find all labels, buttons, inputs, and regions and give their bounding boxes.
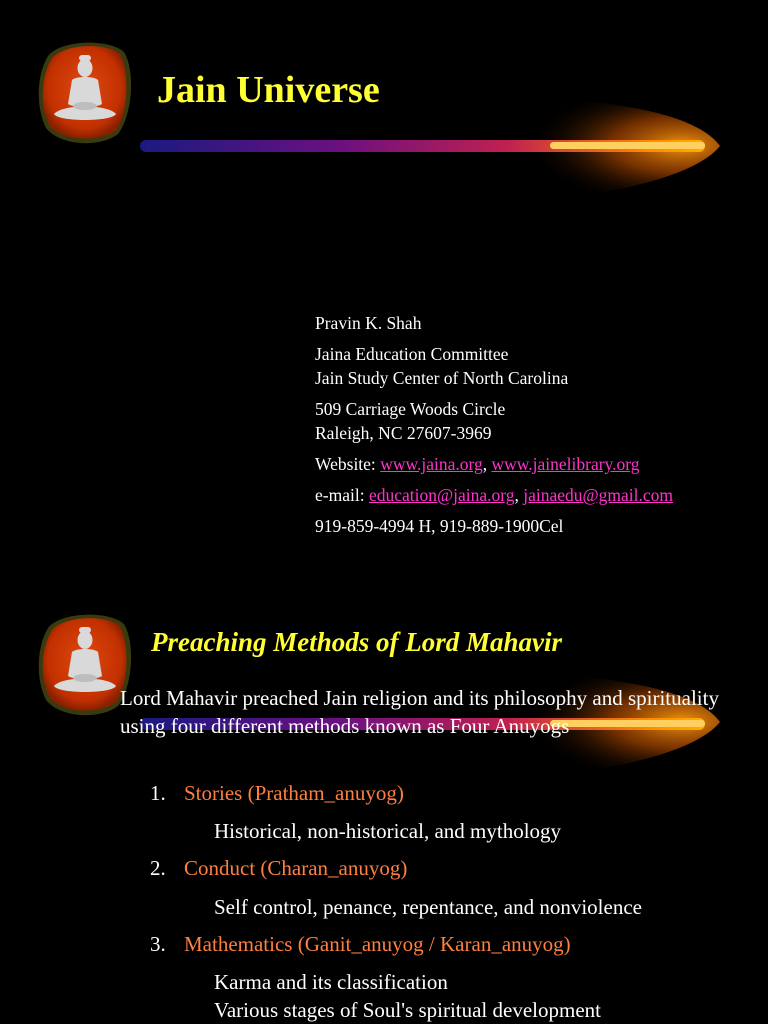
list-item-number: 3. xyxy=(150,932,166,956)
address-line-2: Raleigh, NC 27607-3969 xyxy=(315,423,492,443)
list-item-detail: Historical, non-historical, and mythology xyxy=(214,819,562,843)
list-item-detail: Various stages of Soul's spiritual development xyxy=(214,998,601,1022)
list-item-detail: Self control, penance, repentance, and nonviolence xyxy=(214,895,642,919)
organization-2: Jain Study Center of North Carolina xyxy=(315,368,569,388)
email-line xyxy=(315,483,673,507)
email-link-jainaedu[interactable]: jainaedu@gmail.com xyxy=(523,485,673,505)
slide-title: Jain Universe xyxy=(157,69,380,111)
list-item-number: 1. xyxy=(150,781,166,805)
website-label: Website: xyxy=(315,454,381,474)
contact-block xyxy=(315,311,673,538)
intro-paragraph: Lord Mahavir preached Jain religion and its philosophy and spirituality using four different methods known as Four Anuyogs xyxy=(120,686,719,738)
list-item-heading: Stories (Pratham_anuyog) xyxy=(184,781,404,805)
website-link-jainelibrary[interactable]: www.jainelibrary.org xyxy=(491,454,640,474)
website-link-jaina[interactable]: www.jaina.org xyxy=(380,454,483,474)
list-item-number: 2. xyxy=(150,856,166,880)
slide-preaching-methods xyxy=(0,600,768,1024)
address-line-1: 509 Carriage Woods Circle xyxy=(315,399,506,419)
list-item-detail: Karma and its classification xyxy=(214,970,448,994)
organization-1: Jaina Education Committee xyxy=(315,344,509,364)
meditating-figure-logo-icon xyxy=(38,38,132,146)
email-label: e-mail: xyxy=(315,485,369,505)
website-line xyxy=(315,452,673,476)
email-separator: , xyxy=(514,485,524,505)
slide-title: Preaching Methods of Lord Mahavir xyxy=(151,627,563,657)
list-item-heading: Mathematics (Ganit_anuyog / Karan_anuyog) xyxy=(184,932,571,956)
author-name: Pravin K. Shah xyxy=(315,313,422,333)
meditating-figure-logo-icon xyxy=(38,610,132,718)
phone-line: 919-859-4994 H, 919-889-1900Cel xyxy=(315,516,564,536)
list-item-heading: Conduct (Charan_anuyog) xyxy=(184,856,408,880)
comet-swoosh-icon xyxy=(130,94,730,214)
website-separator: , xyxy=(482,454,492,474)
email-link-education[interactable]: education@jaina.org xyxy=(368,485,515,505)
